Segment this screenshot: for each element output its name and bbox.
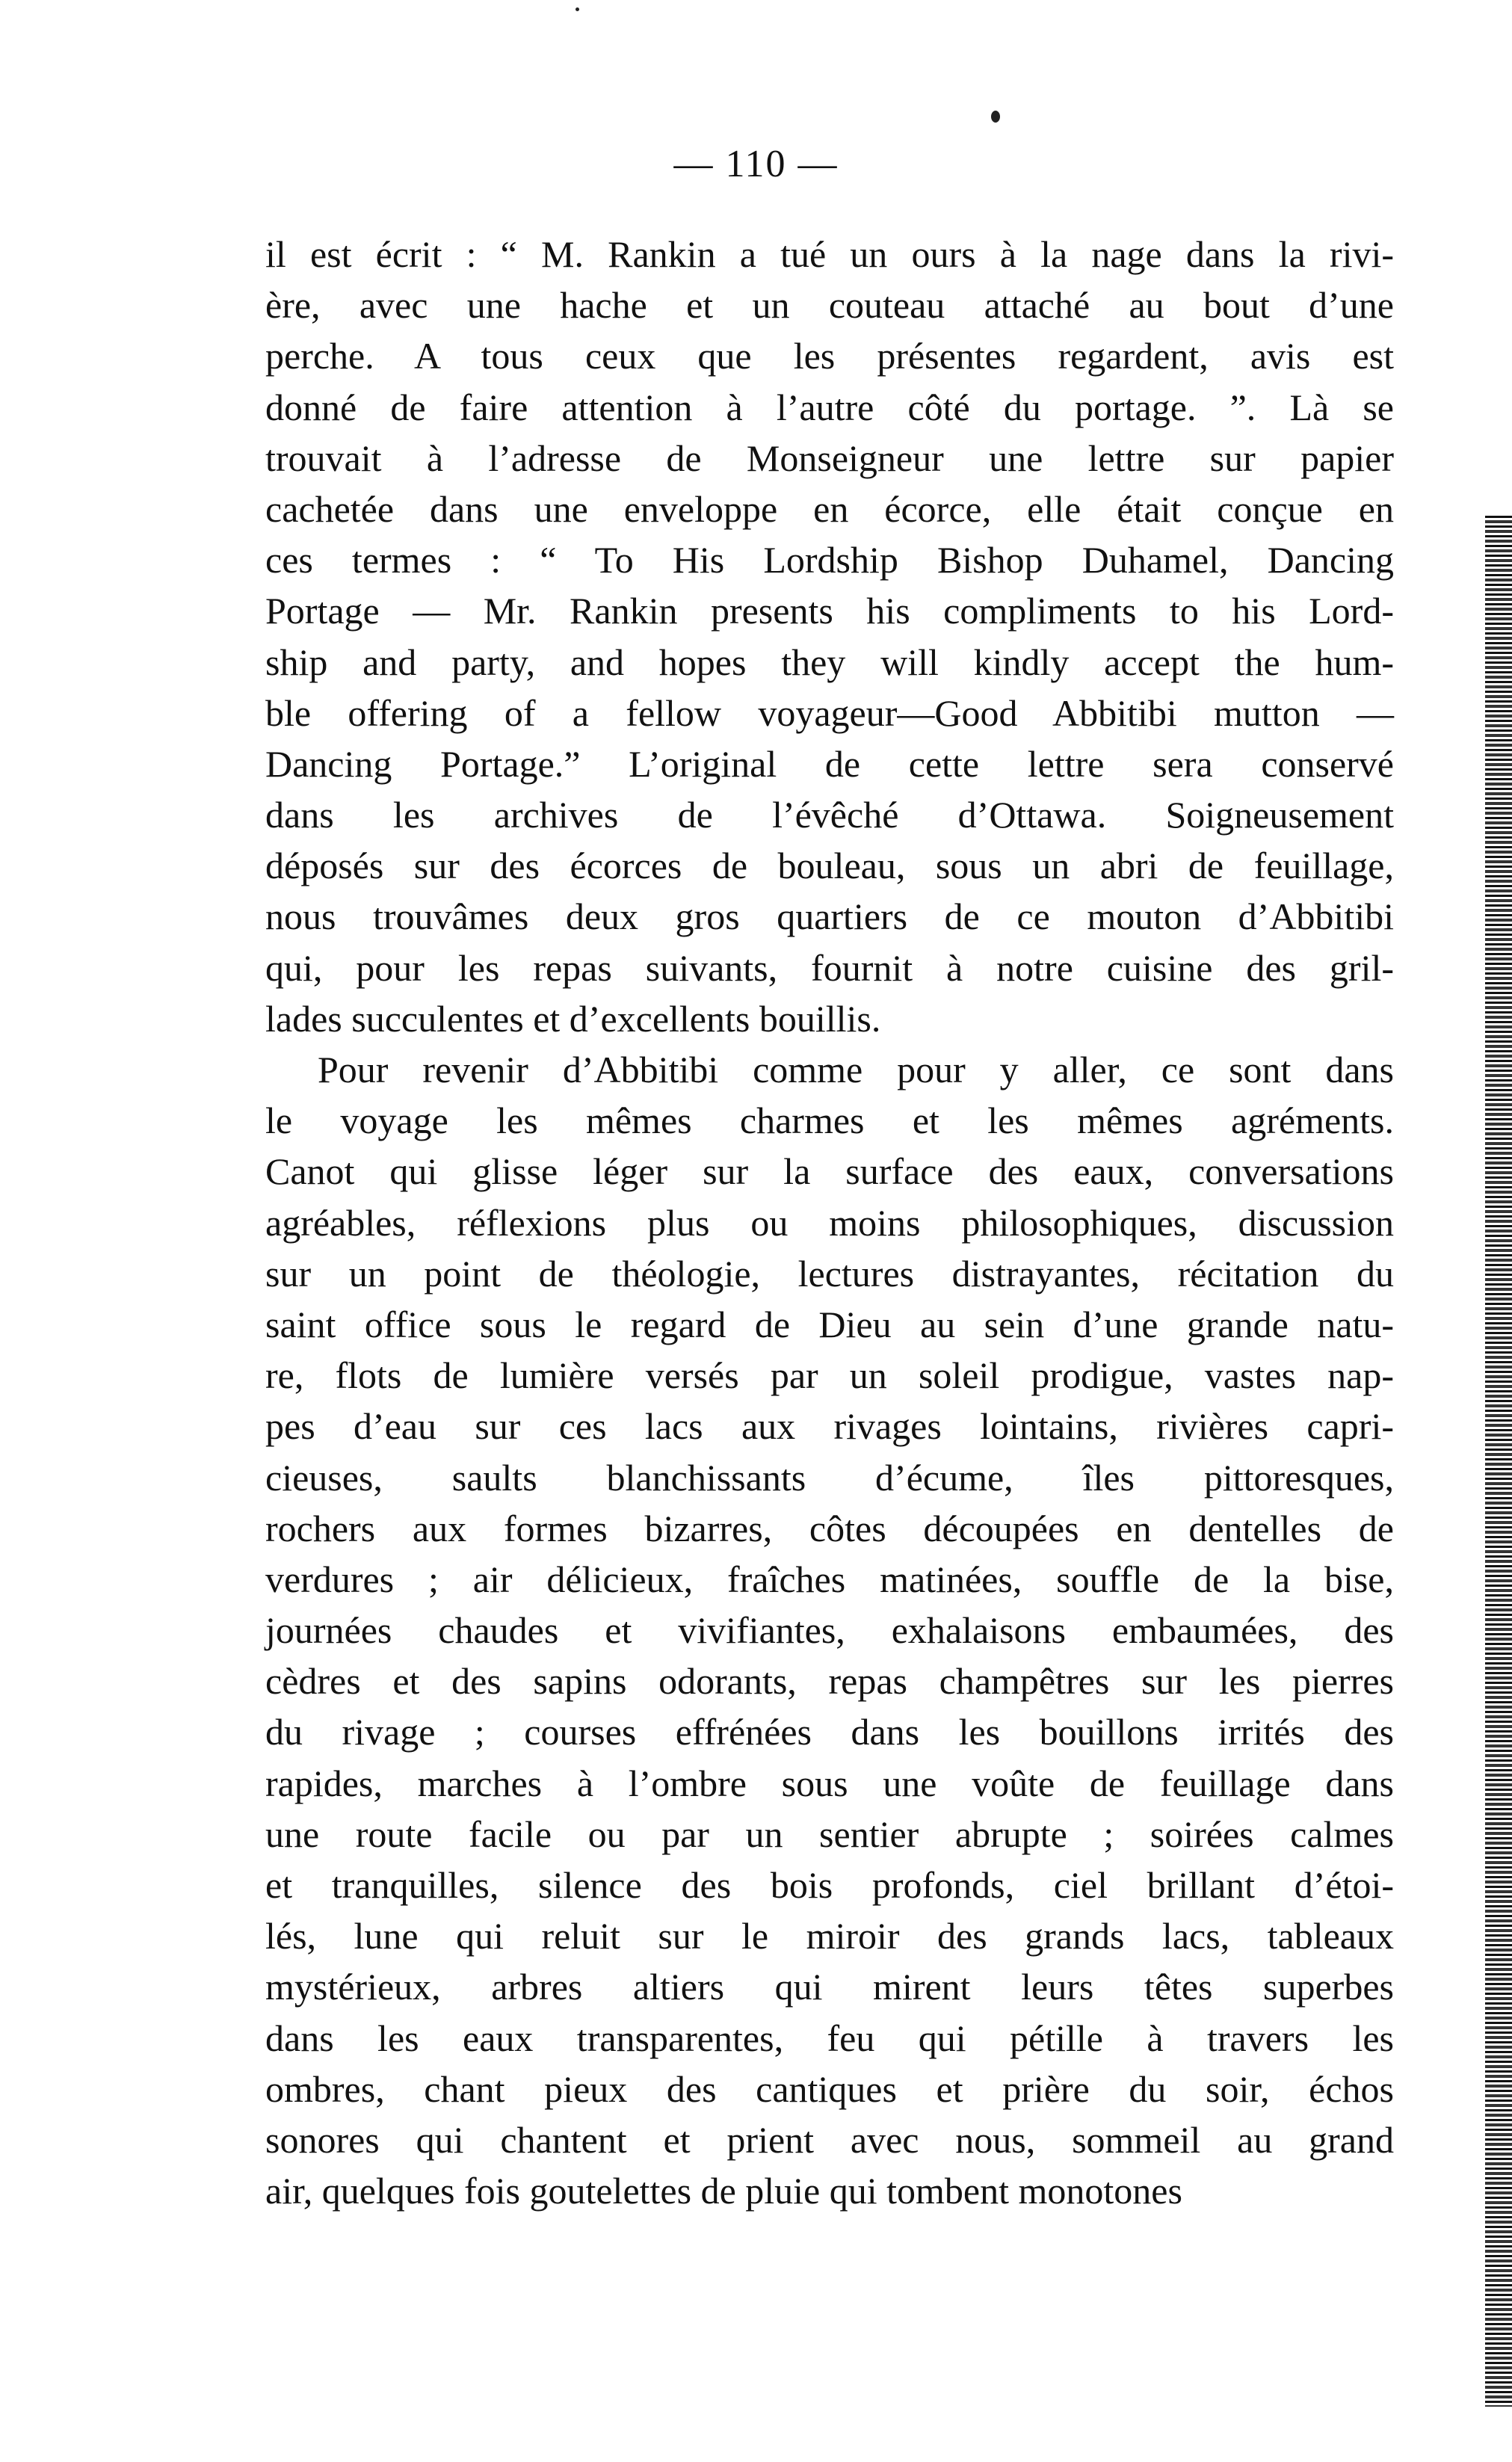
text-line: perche. A tous ceux que les présentes regardent, avis est bbox=[265, 335, 1394, 377]
text-line: air, quelques fois goutelettes de pluie qui tombent monotones bbox=[265, 2170, 1182, 2212]
text-line: qui, pour les repas suivants, fournit à notre cuisine des gril- bbox=[265, 946, 1394, 989]
text-line: journées chaudes et vivifiantes, exhalaisons embaumées, des bbox=[265, 1609, 1394, 1652]
text-line: donné de faire attention à l’autre côté du portage. ”. Là se bbox=[265, 386, 1394, 428]
text-line: rochers aux formes bizarres, côtes découpées en dentelles de bbox=[265, 1507, 1394, 1549]
text-line: mystérieux, arbres altiers qui mirent leurs têtes superbes bbox=[265, 1966, 1394, 2008]
text-line: lades succulentes et d’excellents bouillis. bbox=[265, 997, 881, 1040]
page-number: — 110 — bbox=[673, 143, 839, 185]
text-line: sonores qui chantent et prient avec nous, sommeil au grand bbox=[265, 2118, 1394, 2161]
text-line: ship and party, and hopes they will kindly accept the hum- bbox=[265, 641, 1394, 683]
text-line: saint office sous le regard de Dieu au sein d’une grande natu- bbox=[265, 1303, 1394, 1345]
text-line: Dancing Portage.” L’original de cette lettre sera conservé bbox=[265, 742, 1394, 785]
text-line: pes d’eau sur ces lacs aux rivages lointains, rivières capri- bbox=[265, 1405, 1394, 1448]
text-line: le voyage les mêmes charmes et les mêmes agréments. bbox=[265, 1099, 1394, 1142]
text-line: ble offering of a fellow voyageur—Good Abbitibi mutton — bbox=[265, 691, 1394, 734]
text-line: et tranquilles, silence des bois profonds, ciel brillant d’étoi- bbox=[265, 1864, 1394, 1906]
body-text bbox=[265, 229, 1394, 2216]
text-line: ces termes : “ To His Lordship Bishop Duhamel, Dancing bbox=[265, 539, 1394, 581]
text-line: rapides, marches à l’ombre sous une voûte de feuillage dans bbox=[265, 1762, 1394, 1804]
text-line: cachetée dans une enveloppe en écorce, elle était conçue en bbox=[265, 487, 1394, 530]
text-line: re, flots de lumière versés par un soleil prodigue, vastes nap- bbox=[265, 1354, 1394, 1397]
scan-speck bbox=[576, 7, 579, 11]
text-line: Canot qui glisse léger sur la surface des eaux, conversations bbox=[265, 1150, 1394, 1193]
text-line: lés, lune qui reluit sur le miroir des grands lacs, tableaux bbox=[265, 1915, 1394, 1957]
text-line: dans les eaux transparentes, feu qui pétille à travers les bbox=[265, 2017, 1394, 2059]
paragraph-2 bbox=[265, 1044, 1394, 2216]
text-line: ère, avec une hache et un couteau attaché au bout d’une bbox=[265, 284, 1394, 327]
text-line: cèdres et des sapins odorants, repas champêtres sur les pierres bbox=[265, 1660, 1394, 1703]
text-line: nous trouvâmes deux gros quartiers de ce mouton d’Abbitibi bbox=[265, 895, 1394, 938]
scan-edge-mark bbox=[1485, 516, 1512, 2407]
text-line: Portage — Mr. Rankin presents his compliments to his Lord- bbox=[265, 590, 1394, 632]
text-line: ombres, chant pieux des cantiques et prière du soir, échos bbox=[265, 2067, 1394, 2110]
text-line: verdures ; air délicieux, fraîches matinées, souffle de la bise, bbox=[265, 1558, 1394, 1600]
scan-speck bbox=[991, 111, 1000, 123]
paragraph-1 bbox=[265, 229, 1394, 1044]
text-line: il est écrit : “ M. Rankin a tué un ours à la nage dans la rivi- bbox=[265, 233, 1394, 275]
text-line: cieuses, saults blanchissants d’écume, îles pittoresques, bbox=[265, 1456, 1394, 1499]
text-line: sur un point de théologie, lectures distrayantes, récitation du bbox=[265, 1252, 1394, 1295]
text-line: dans les archives de l’évêché d’Ottawa. Soigneusement bbox=[265, 794, 1394, 836]
text-line: déposés sur des écorces de bouleau, sous un abri de feuillage, bbox=[265, 845, 1394, 887]
text-line: trouvait à l’adresse de Monseigneur une lettre sur papier bbox=[265, 436, 1394, 479]
text-line: agréables, réflexions plus ou moins philosophiques, discussion bbox=[265, 1201, 1394, 1244]
text-line: du rivage ; courses effrénées dans les bouillons irrités des bbox=[265, 1711, 1394, 1753]
text-line: une route facile ou par un sentier abrupte ; soirées calmes bbox=[265, 1812, 1394, 1855]
text-line: Pour revenir d’Abbitibi comme pour y aller, ce sont dans bbox=[318, 1049, 1394, 1090]
